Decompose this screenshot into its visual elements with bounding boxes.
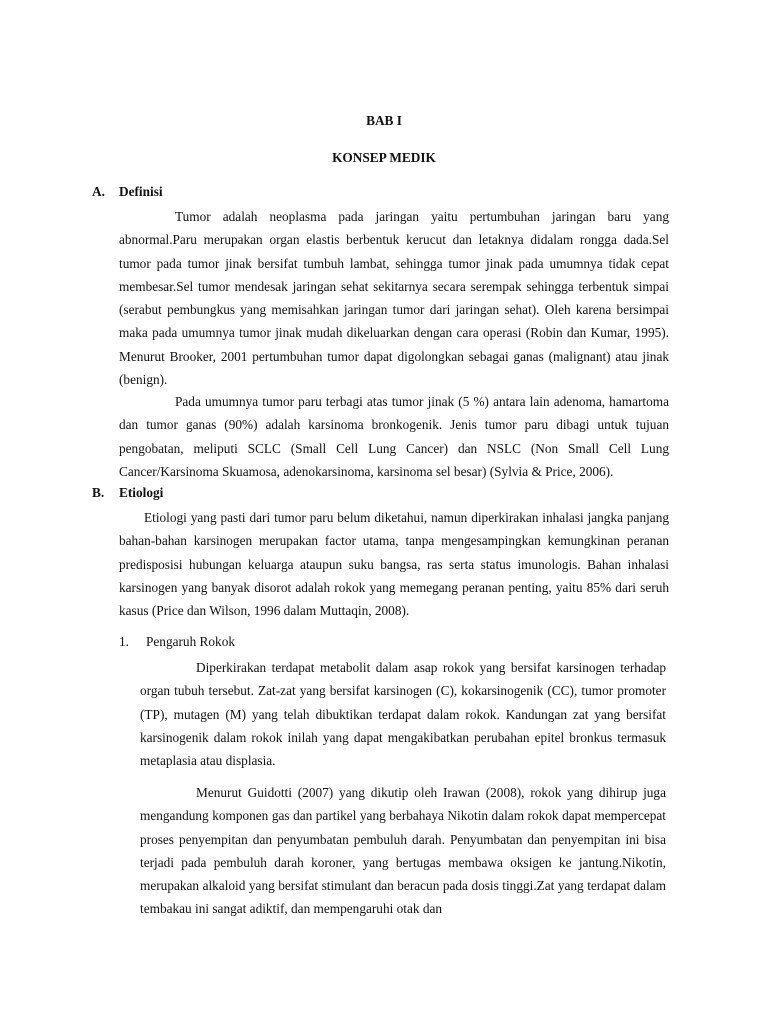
section-title: Etiologi xyxy=(119,485,164,500)
chapter-title: KONSEP MEDIK xyxy=(332,150,436,165)
paragraph-rokok-2: Menurut Guidotti (2007) yang dikutip oleh Irawan (2008), rokok yang dihirup juga mengandung komponen gas dan partikel yang berbahaya Nikotin dalam rokok dapat mempercepat proses penyempitan dan penyumbatan pembuluh darah. Penyumbatan dan penyempitan ini bisa terjadi pada pembuluh darah koroner, yang bertugas membawa oksigen ke jantung.Nikotin, merupakan alkaloid yang bersifat stimulant dan beracun pada dosis tinggi.Zat yang terdapat dalam tembakau ini sangat adiktif, dan mempengaruhi otak dan xyxy=(140,785,666,917)
list-item-number: 1. xyxy=(119,634,129,649)
list-item-title: Pengaruh Rokok xyxy=(146,634,236,649)
section-label: B. xyxy=(92,485,105,500)
section-label: A. xyxy=(92,184,105,199)
paragraph-definisi-1: Tumor adalah neoplasma pada jaringan yaitu pertumbuhan jaringan baru yang abnormal.Paru merupakan organ elastis berbentuk kerucut dan letaknya didalam rongga dada.Sel tumor pada tumor jinak bersifat tumbuh lambat, sehingga tumor jinak pada umumnya tidak cepat membesar.Sel tumor mendesak jaringan sehat sekitarnya secara serempak sehingga terbentuk simpai (serabut pembungkus yang memisahkan jaringan tumor dari jaringan sehat). Oleh karena bersimpai maka pada umumnya tumor jinak mudah dikeluarkan dengan cara operasi (Robin dan Kumar, 1995). Menurut Brooker, 2001 pertumbuhan tumor dapat digolongkan sebagai ganas (malignant) atau jinak (benign). xyxy=(119,209,669,388)
paragraph-rokok-1: Diperkirakan terdapat metabolit dalam asap rokok yang bersifat karsinogen terhadap organ tubuh tersebut. Zat-zat yang bersifat karsinogen (C), kokarsinogenik (CC), tumor promoter (TP), mutagen (M) yang telah dibuktikan terdapat dalam rokok. Kandungan zat yang bersifat karsinogenik dalam rokok inilah yang dapat mengakibatkan perubahan epitel bronkus termasuk metaplasia atau displasia. xyxy=(140,660,666,769)
paragraph-etiologi-1: Etiologi yang pasti dari tumor paru belum diketahui, namun diperkirakan inhalasi jangka panjang bahan-bahan karsinogen merupakan factor utama, tanpa mengesampingkan kemungkinan peranan predisposisi hubungan keluarga ataupun suku bangsa, ras serta status imunologis. Bahan inhalasi karsinogen yang banyak disorot adalah rokok yang memegang peranan penting, yaitu 85% dari seruh kasus (Price dan Wilson, 1996 dalam Muttaqin, 2008). xyxy=(119,510,669,619)
chapter-heading: BAB I xyxy=(366,113,402,128)
paragraph-definisi-2: Pada umumnya tumor paru terbagi atas tumor jinak (5 %) antara lain adenoma, hamartoma dan tumor ganas (90%) adalah karsinoma bronkogenik. Jenis tumor paru dibagi untuk tujuan pengobatan, meliputi SCLC (Small Cell Lung Cancer) dan NSLC (Non Small Cell Lung Cancer/Karsinoma Skuamosa, adenokarsinoma, karsinoma sel besar) (Sylvia & Price, 2006). xyxy=(119,394,669,479)
section-title: Definisi xyxy=(119,184,163,199)
